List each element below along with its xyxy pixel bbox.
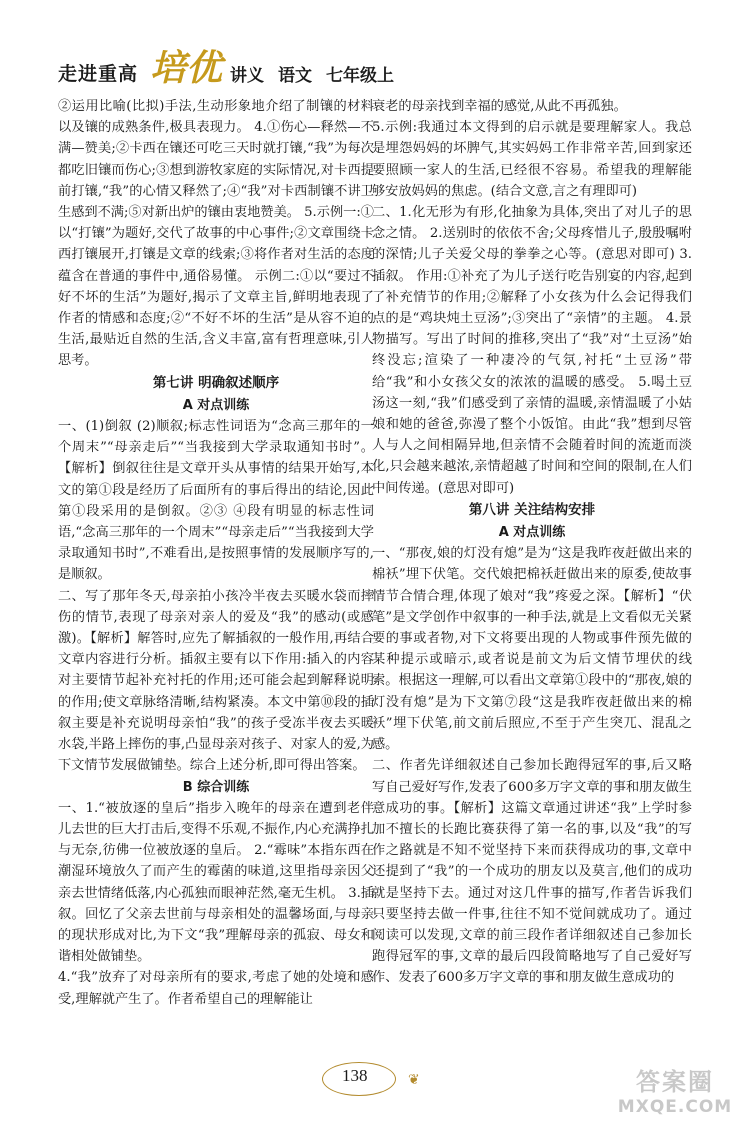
- leaf-icon: ❦: [408, 1072, 420, 1088]
- page-header: [58, 30, 698, 89]
- watermark-line-2: MXQE.COM: [617, 1097, 733, 1117]
- paragraph: 一、“那夜,娘的灯没有熄”是为“这是我昨夜赶做出来的棉袄”埋下伏笔。交代娘把棉袄赶做出来的原委,使故事情节合情合理,体现了娘对“我”疼爱之深。【解析】“伏笔”是文学创作中叙事的一种手法,就是上文看似无关紧要的事或者物,对下文将要出现的人物或事件预先做的某种提示或暗示,或者说是前文为后文情节埋伏的线索。根据这一理解,可以看出文章第①段中的“那夜,娘的灯没有熄”是为下文第⑦段“这是我昨夜赶做出来的棉袄”埋下伏笔,前文前后照应,不至于产生突兀、混乱之感。: [372, 546, 692, 753]
- paragraph: 衰老的母亲找到幸福的感觉,从此不再孤独。: [372, 99, 627, 114]
- watermark-line-1: 答案圈: [636, 1068, 714, 1096]
- left-column: [58, 96, 374, 1010]
- paragraph: 4.“我”放弃了对母亲所有的要求,考虑了她的处境和感受,理解就产生了。作者希望自己的理解能让: [58, 970, 374, 1007]
- paragraph: 一、1.“被放逐的皇后”指步入晚年的母亲在遭到老伴儿去世的巨大打击后,变得不乐观,不振作,内心充满挣扎与无奈,彷佛一位被放逐的皇后。 2.“霉味”本指东西在潮湿环境放久了而产生的霉菌的味道,这里指母亲因父亲去世情绪低落,内心孤独而眼神茫然,毫无生机。 3.插叙。回忆了父亲去世前与母亲相处的温馨场面,与母亲的现状形成对比,为下文“我”理解母亲的孤寂、母女和谐相处做铺垫。: [58, 800, 374, 965]
- section-title-8: 第八讲 关注结构安排: [468, 501, 596, 518]
- section-title-7: 第七讲 明确叙述顺序: [152, 374, 280, 391]
- brand-title: 走进重高: [58, 63, 139, 85]
- right-column: [372, 96, 692, 989]
- header-item-grade: 七年级上: [326, 66, 395, 86]
- paragraph: 5.示例:我通过本文得到的启示就是要理解家人。我总是埋怨妈妈的坏脾气,其实妈妈工作非常辛苦,回到家还要照顾一家人的生活,已经很不容易。希望我的理解能够安放妈妈的焦虑。(结合文意,言之有理即可): [372, 120, 692, 199]
- paragraph: ②运用比喻(比拟)手法,生动形象地介绍了制镶的材料以及镶的成熟条件,极具表现力。 4.①伤心—释然—不满—赞美;②卡西在镶还可吃三天时就打镶,“我”为每次都吃旧镶而伤心;③想到游牧家庭的实际情况,对卡西提前打镶,“我”的心情又释然了;④“我”对卡西制镶不讲卫生感到不满;⑤对新出炉的镶由衷地赞美。 5.示例一:①以“打镶”为题好,交代了故事的中心事件;②文章围绕卡西打镶展开,打镶是文章的线索;③将作者对生活的态度蕴含在普通的事件中,通俗易懂。 示例二:①以“要过不好不坏的生活”为题好,揭示了文章主旨,鲜明地表现了作者的情感和态度;②“不好不坏的生活”是从容不迫的生活,最贴近自然的生活,含义丰富,富有哲理意味,引人思考。: [58, 99, 374, 369]
- paragraph: 二、1.化无形为有形,化抽象为具体,突出了对儿子的思念之情。 2.送别时的依依不舍;父母疼惜儿子,殷殷嘱咐的深情;儿子关爱父母的拳拳之心等。(意思对即可) 3.插叙。 作用:①补充了为儿子送行吃告别宴的内容,起到了补充情节的作用;②解释了小女孩为什么会记得我们点的是“鸡块炖土豆汤”;③突出了“亲情”的主题。 4.景物描写。写出了时间的推移,突出了“我”对“土豆汤”始终没忘;渲染了一种凄冷的气氛,衬托“土豆汤”带给“我”和小女孩父女的浓浓的温暖的感受。 5.喝土豆汤这一刻,“我”们感受到了亲情的温暖,亲情温暖了小姑娘和她的爸爸,弥漫了整个小饭馆。由此“我”想到尽管人与人之间相隔异地,但亲情不会随着时间的流逝而淡化,只会越来越浓,亲情超越了时间和空间的限制,在人们中间传递。(意思对即可): [372, 205, 692, 496]
- page-number: 138: [342, 1066, 368, 1085]
- paragraph: 二、作者先详细叙述自己参加长跑得冠军的事,后又略写自己爱好写作,发表了600多万字文章的事和朋友做生意成功的事。【解析】这篇文章通过讲述“我”上学时参加不擅长的长跑比赛获得了第一名的事,以及“我”的写作之路就是不知不觉坚持下来而获得成功的事,文章中还提到了“我”的一个成功的朋友以及莫言,他们的成功就是坚持下去。通过对这几件事的描写,作者告诉我们只要坚持去做一件事,往往不知不觉间就成功了。通过阅读可以发现,文章的前三段作者详细叙述自己参加长跑得冠军的事,文章的最后四段简略地写了自己爱好写作、发表了600多万字文章的事和朋友做生意成功的: [372, 758, 692, 986]
- page-footer: [300, 1060, 450, 1100]
- header-item-lecture: 讲义: [230, 66, 265, 86]
- paragraph: 二、写了那年冬天,母亲拍小孩冷半夜去买暖水袋而摔伤的情节,表现了母亲对亲人的爱及“我”的感动(或感激)。【解析】解答时,应先了解插叙的一般作用,再结合文章内容进行分析。插叙主要有以下作用:插入的内容对主要情节起补充衬托的作用;还可能会起到解释说明的作用;使文章脉络清晰,结构紧凑。本文中第⑩段的插叙主要是补充说明母亲怕“我”的孩子受冻半夜去买暖水袋,半路上摔伤的事,凸显母亲对孩子、对家人的爱,为下文情节发展做铺垫。综合上述分析,即可得出答案。: [58, 588, 374, 774]
- subsection-title-8a: A 对点训练: [498, 525, 566, 541]
- subsection-title-7a: A 对点训练: [182, 397, 250, 413]
- watermark: [610, 1062, 740, 1124]
- subsection-title-7b: B 综合训练: [182, 779, 250, 795]
- logo: 培优: [150, 47, 223, 89]
- header-item-subject: 语文: [278, 66, 313, 86]
- paragraph: 一、(1)倒叙 (2)顺叙;标志性词语为“念高三那年的一个周末”“母亲走后”“当我接到大学录取通知书时”。【解析】倒叙往往是文章开头从事情的结果开始写,本文的第①段是经历了后面所有的事后得出的结论,因此第①段采用的是倒叙。②③ ④段有明显的标志性词语,“念高三那年的一个周末”“母亲走后”“当我接到大学录取通知书时”,不难看出,是按照事情的发展顺序写的,是顺叙。: [58, 419, 374, 583]
